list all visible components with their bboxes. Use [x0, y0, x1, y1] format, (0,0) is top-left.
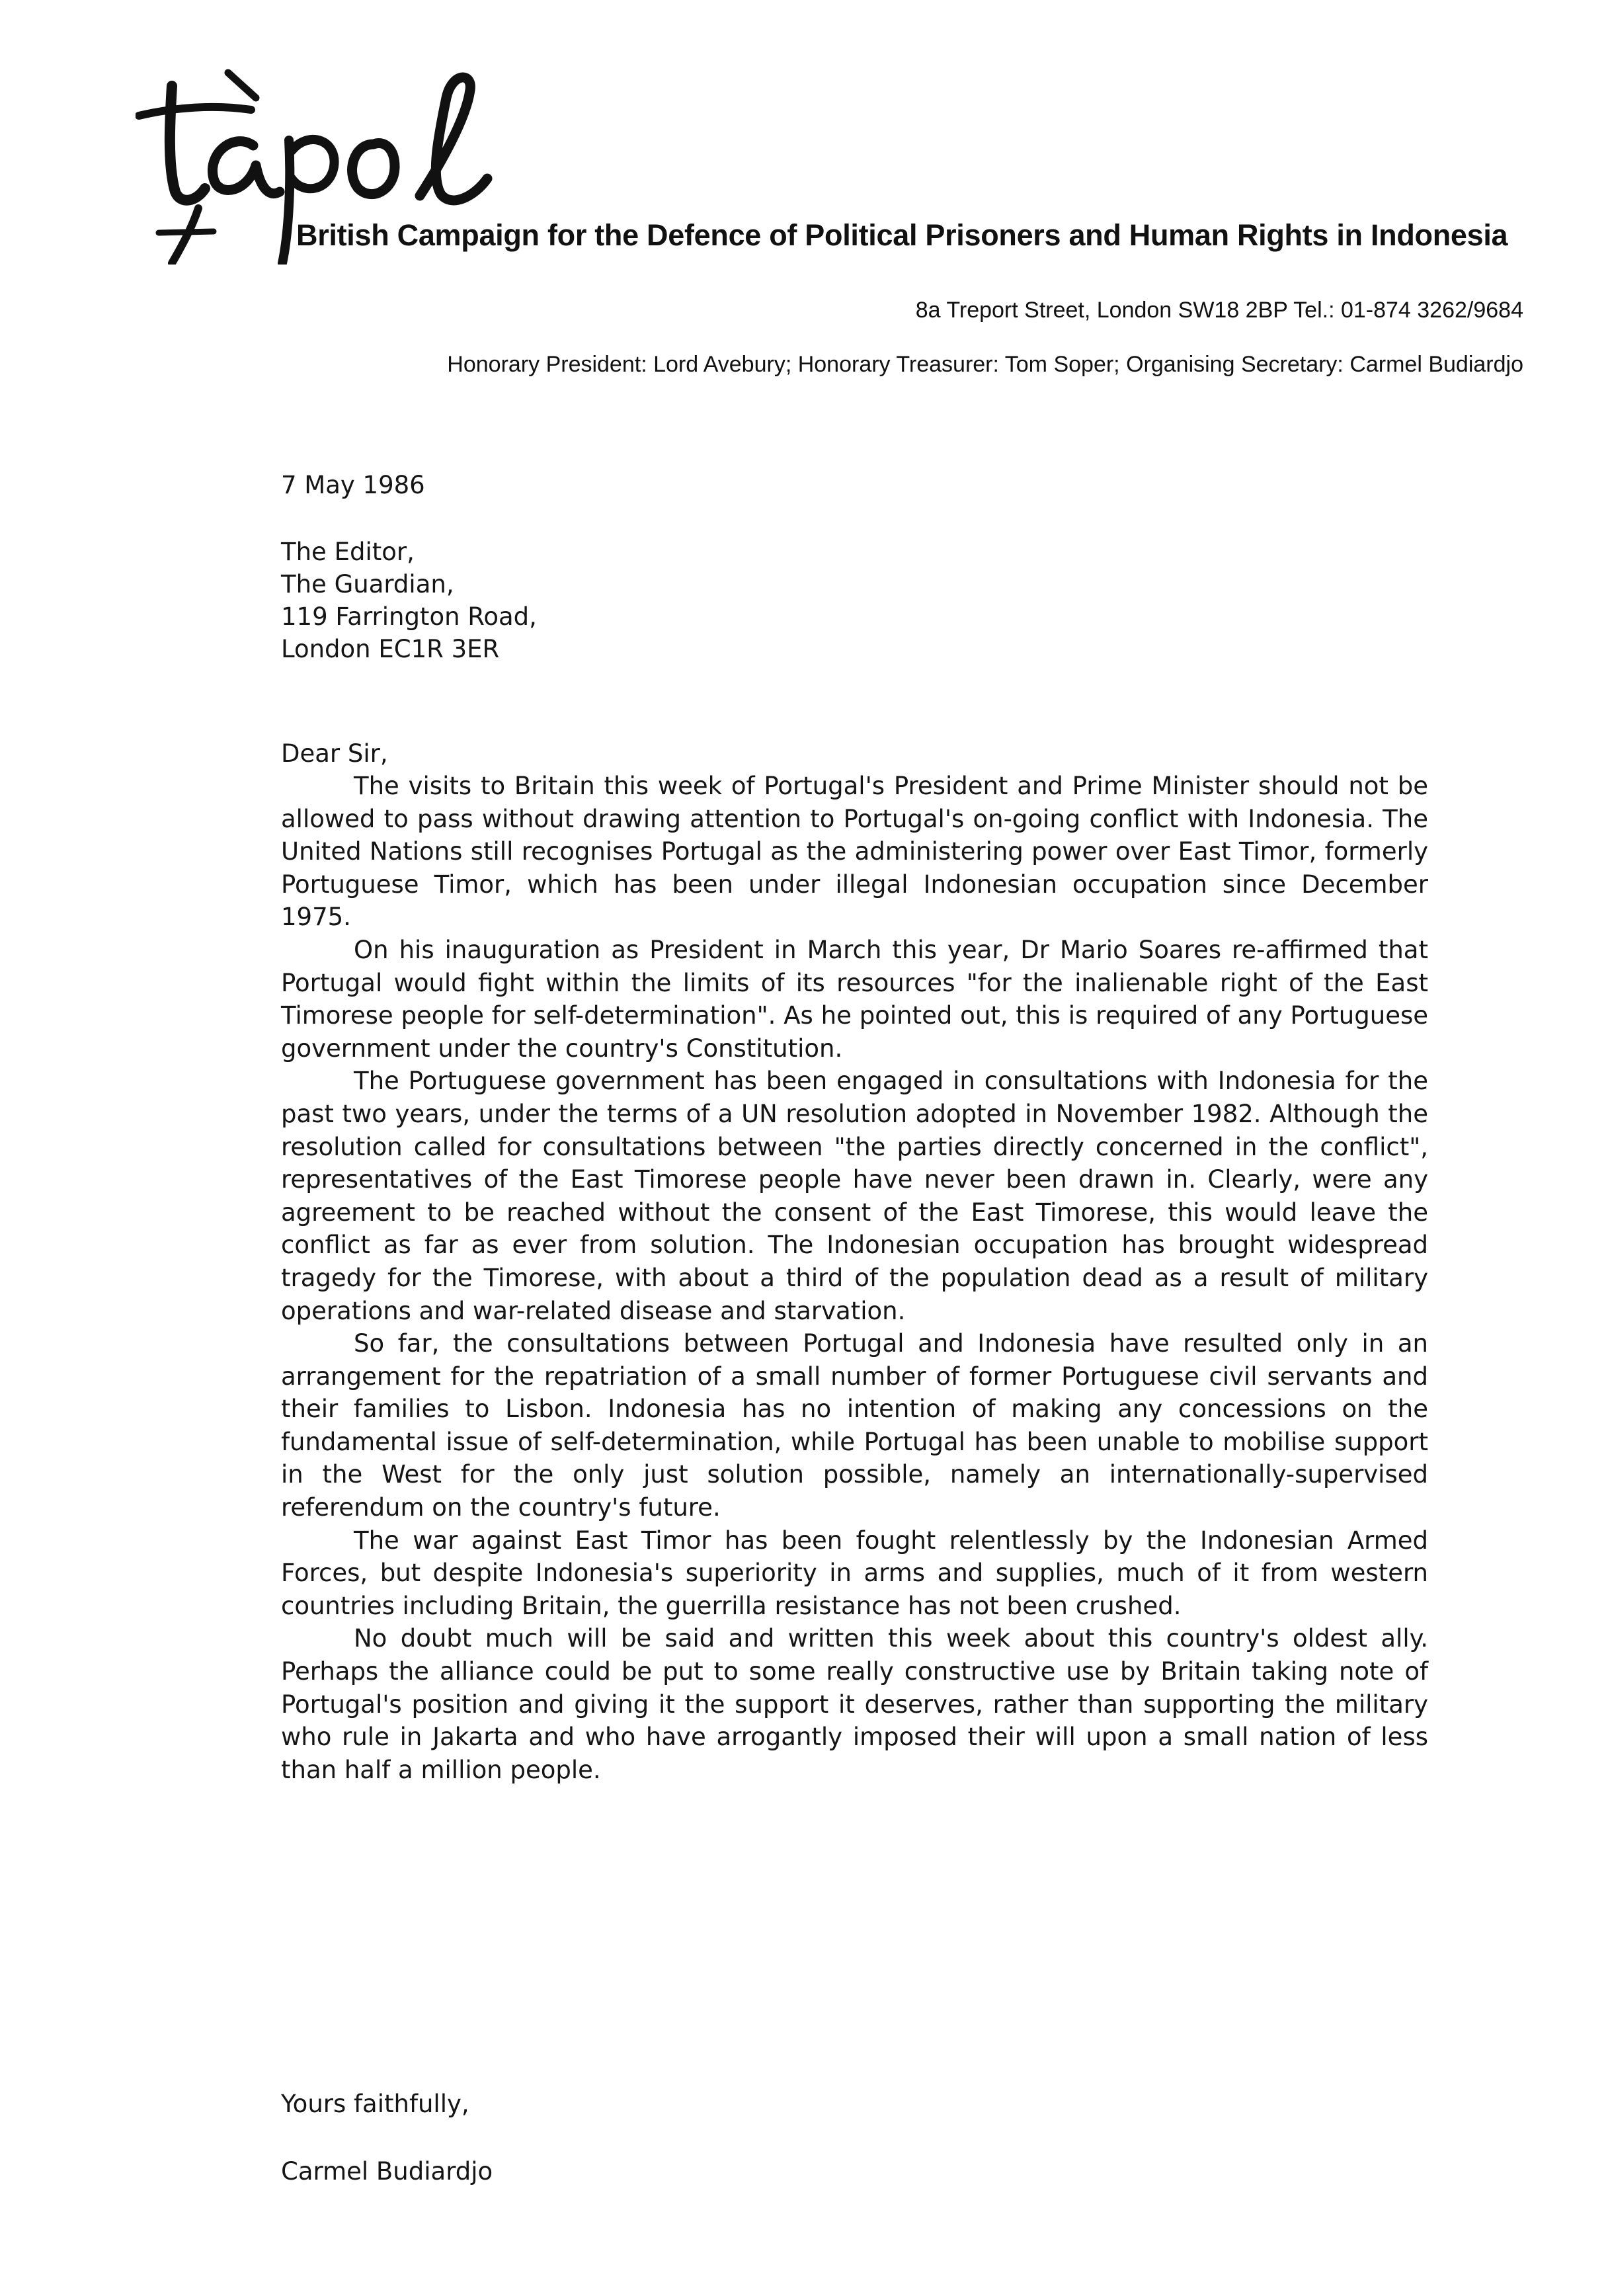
body-paragraph: The war against East Timor has been fought relentlessly by the Indonesian Armed Forces, but despite Indonesia's superiority in arms and supplies, much of it from western countries including Britain, the guerrilla resistance has not been crushed.	[281, 1526, 1428, 1620]
salutation: Dear Sir,	[281, 739, 388, 768]
letter-date: 7 May 1986	[281, 471, 425, 499]
body-paragraph: The visits to Britain this week of Portugal's President and Prime Minister should not be allowed to pass without drawing attention to Portugal's on-going conflict with Indonesia. The United Nations still recognises Portugal as the administering power over East Timor, formerly Portuguese Timor, which has been under illegal Indonesian occupation since December 1975.	[281, 772, 1428, 932]
body-paragraph: So far, the consultations between Portugal and Indonesia have resulted only in an arrangement for the repatriation of a small number of former Portuguese civil servants and their families to Lisbon. Indonesia has no intention of making any concessions on the fundamental issue of self-determination, while Portugal has been unable to mobilise support in the West for the only just solution possible, namely an internationally-supervised referendum on the country's future.	[281, 1329, 1428, 1522]
closing: Yours faithfully,	[281, 2090, 469, 2118]
recipient-line: The Editor,	[281, 538, 415, 566]
recipient-address	[281, 536, 1428, 665]
signature: Carmel Budiardjo	[281, 2157, 493, 2186]
recipient-line: London EC1R 3ER	[281, 635, 500, 663]
body-paragraph: On his inauguration as President in March this year, Dr Mario Soares re-affirmed that Portugal would fight within the limits of its resources "for the inalienable right of the East Timorese people for self-determination". As he pointed out, this is required of any Portuguese government under the country's Constitution.	[281, 935, 1428, 1063]
organisation-name: British Campaign for the Defence of Political Prisoners and Human Rights in Indonesia	[296, 218, 1508, 252]
body-paragraph: No doubt much will be said and written this week about this country's oldest ally. Perhaps the alliance could be put to some really constructive use by Britain taking note of Portugal's position and giving it the support it deserves, rather than supporting the military who rule in Jakarta and who have arrogantly imposed their will upon a small nation of less than half a million people.	[281, 1624, 1428, 1784]
organisation-address: 8a Treport Street, London SW18 2BP Tel.: 01-874 3262/9684	[915, 298, 1523, 323]
recipient-line: 119 Farrington Road,	[281, 602, 537, 631]
letter-body	[281, 770, 1428, 1786]
recipient-line: The Guardian,	[281, 570, 454, 598]
organisation-officers: Honorary President: Lord Avebury; Honorary Treasurer: Tom Soper; Organising Secretary: Carmel Budiardjo	[447, 352, 1523, 377]
body-paragraph: The Portuguese government has been engaged in consultations with Indonesia for the past two years, under the terms of a UN resolution adopted in November 1982. Although the resolution called for consultations between "the parties directly concerned in the conflict", representatives of the East Timorese people have never been drawn in. Clearly, were any agreement to be reached without the consent of the East Timorese, this would leave the conflict as far as ever from solution. The Indonesian occupation has brought widespread tragedy for the Timorese, with about a third of the population dead as a result of military operations and war-related disease and starvation.	[281, 1067, 1428, 1325]
